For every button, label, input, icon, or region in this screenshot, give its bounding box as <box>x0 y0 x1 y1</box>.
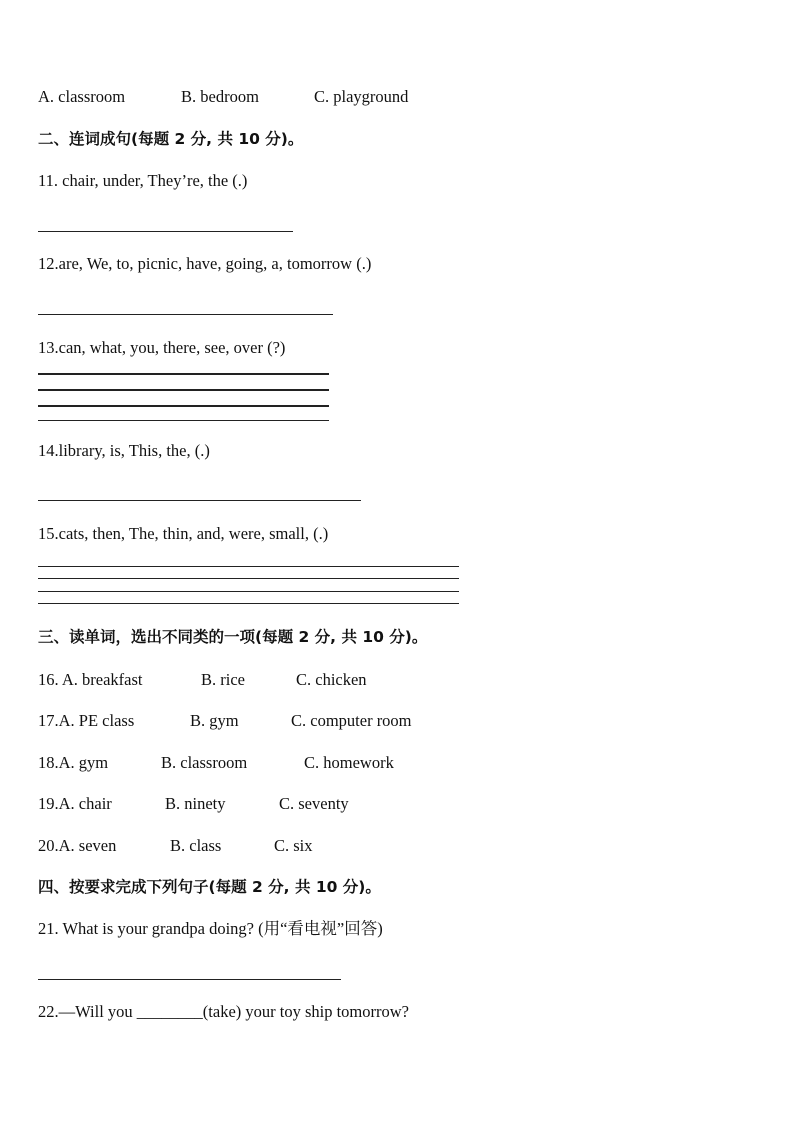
section-2-heading: 二、连词成句(每题 2 分, 共 10 分)。 <box>38 130 304 148</box>
option-c: C. homework <box>304 753 394 772</box>
answer-line-15c[interactable] <box>38 591 459 592</box>
question-15: 15.cats, then, The, thin, and, were, small, (.) <box>38 524 329 543</box>
answer-line-13d[interactable] <box>38 420 329 421</box>
answer-line-13b[interactable] <box>38 389 329 391</box>
question-22: 22.—Will you ________(take) your toy ship tomorrow? <box>38 1002 409 1021</box>
option-b: B. class <box>170 836 222 855</box>
option-a: 17.A. PE class <box>38 711 135 730</box>
option-b: B. bedroom <box>181 87 259 106</box>
question-21: 21. What is your grandpa doing? (用“看电视”回答) <box>38 919 383 938</box>
option-a: 19.A. chair <box>38 794 112 813</box>
option-a: 20.A. seven <box>38 836 117 855</box>
option-a: 16. A. breakfast <box>38 670 143 689</box>
option-a: 18.A. gym <box>38 753 109 772</box>
answer-line-11[interactable] <box>38 231 293 232</box>
answer-line-21[interactable] <box>38 979 341 980</box>
option-b: B. rice <box>201 670 245 689</box>
question-11: 11. chair, under, They’re, the (.) <box>38 171 248 190</box>
option-c: C. chicken <box>296 670 367 689</box>
question-12: 12.are, We, to, picnic, have, going, a, tomorrow (.) <box>38 254 372 273</box>
option-b: B. classroom <box>161 753 248 772</box>
section-4-heading: 四、按要求完成下列句子(每题 2 分, 共 10 分)。 <box>38 878 381 896</box>
answer-line-13a[interactable] <box>38 373 329 375</box>
answer-line-14[interactable] <box>38 500 361 501</box>
option-c: C. computer room <box>291 711 412 730</box>
option-c: C. playground <box>314 87 409 106</box>
answer-line-15a[interactable] <box>38 566 459 567</box>
option-b: B. ninety <box>165 794 226 813</box>
question-14: 14.library, is, This, the, (.) <box>38 441 210 460</box>
answer-line-13c[interactable] <box>38 405 329 407</box>
question-13: 13.can, what, you, there, see, over (?) <box>38 338 286 357</box>
option-c: C. seventy <box>279 794 349 813</box>
section-3-heading: 三、读单词，选出不同类的一项(每题 2 分, 共 10 分)。 <box>38 628 428 646</box>
answer-line-12[interactable] <box>38 314 333 315</box>
option-b: B. gym <box>190 711 239 730</box>
answer-line-15d[interactable] <box>38 603 459 604</box>
answer-line-15b[interactable] <box>38 578 459 579</box>
option-c: C. six <box>274 836 313 855</box>
option-a: A. classroom <box>38 87 126 106</box>
